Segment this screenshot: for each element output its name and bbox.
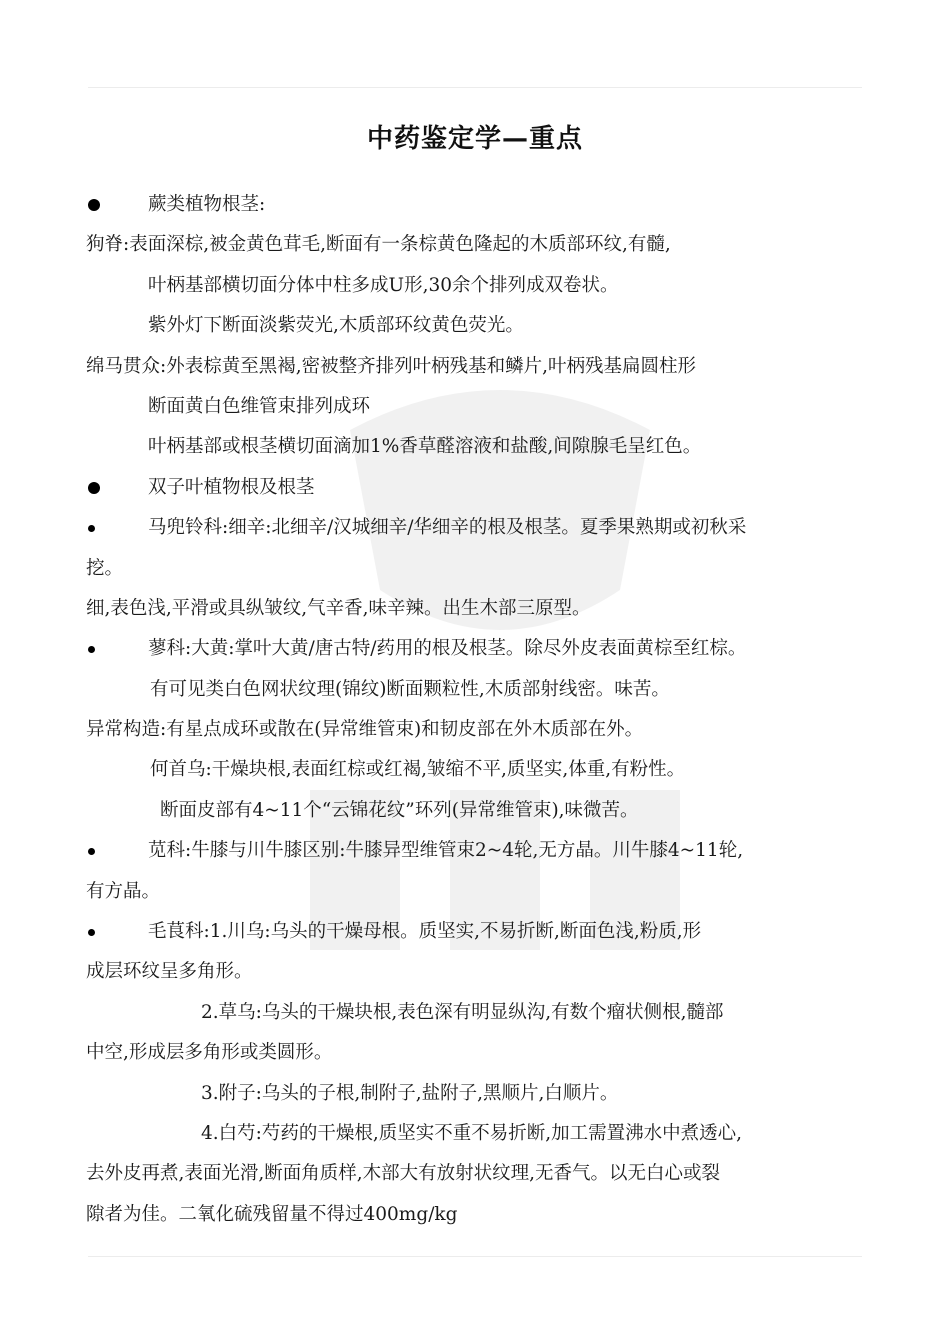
section-heading-dicots: 双子叶植物根及根茎 xyxy=(86,468,876,508)
footer-rule xyxy=(88,1256,862,1257)
text-line: 隙者为佳。二氧化硫残留量不得过400mg/kg xyxy=(86,1203,458,1225)
document-body xyxy=(86,185,876,1235)
text-line: 3.附子:乌头的子根,制附子,盐附子,黑顺片,白顺片。 xyxy=(201,1082,619,1104)
text-line: 中空,形成层多角形或类圆形。 xyxy=(86,1042,333,1064)
text-line: 紫外灯下断面淡紫荧光,木质部环纹黄色荧光。 xyxy=(148,315,524,337)
text-line: 挖。 xyxy=(86,557,124,579)
text-line: 狗脊:表面深棕,被金黄色茸毛,断面有一条棕黄色隆起的木质部环纹,有髓, xyxy=(86,234,671,256)
text-line: 叶柄基部横切面分体中柱多成U形,30余个排列成双卷状。 xyxy=(148,274,619,296)
section-heading-ferns: 蕨类植物根茎: xyxy=(86,185,876,225)
text-line: 成层环纹呈多角形。 xyxy=(86,961,253,983)
text-line: 何首乌:干燥块根,表面红棕或红褐,皱缩不平,质坚实,体重,有粉性。 xyxy=(150,759,686,781)
text-line: 断面皮部有4~11个“云锦花纹”环列(异常维管束),味微苦。 xyxy=(160,799,639,821)
bullet-item: 毛茛科:1.川乌:乌头的干燥母根。质坚实,不易折断,断面色浅,粉质,形 xyxy=(86,912,876,952)
page-title: 中药鉴定学—重点 xyxy=(366,124,583,154)
bullet-item: 马兜铃科:细辛:北细辛/汉城细辛/华细辛的根及根茎。夏季果熟期或初秋采 xyxy=(86,508,876,548)
text-line: 异常构造:有星点成环或散在(异常维管束)和韧皮部在外木质部在外。 xyxy=(86,719,644,741)
text-line: 有可见类白色网状纹理(锦纹)断面颗粒性,木质部射线密。味苦。 xyxy=(150,678,670,700)
text-line: 4.白芍:芍药的干燥根,质坚实不重不易折断,加工需置沸水中煮透心, xyxy=(201,1122,743,1144)
text-line: 去外皮再煮,表面光滑,断面角质样,木部大有放射状纹理,无香气。以无白心或裂 xyxy=(86,1163,721,1185)
text-line: 绵马贯众:外表棕黄至黑褐,密被整齐排列叶柄残基和鳞片,叶柄残基扁圆柱形 xyxy=(86,355,696,377)
text-line: 细,表色浅,平滑或具纵皱纹,气辛香,味辛辣。出生木部三原型。 xyxy=(86,597,591,619)
text-line: 有方晶。 xyxy=(86,880,161,902)
header-rule xyxy=(88,87,862,88)
bullet-item: 苋科:牛膝与川牛膝区别:牛膝异型维管束2~4轮,无方晶。川牛膝4~11轮, xyxy=(86,831,876,871)
bullet-item: 蓼科:大黄:掌叶大黄/唐古特/药用的根及根茎。除尽外皮表面黄棕至红棕。 xyxy=(86,629,876,669)
text-line: 叶柄基部或根茎横切面滴加1%香草醛溶液和盐酸,间隙腺毛呈红色。 xyxy=(148,436,702,458)
text-line: 2.草乌:乌头的干燥块根,表色深有明显纵沟,有数个瘤状侧根,髓部 xyxy=(201,1001,724,1023)
text-line: 断面黄白色维管束排列成环 xyxy=(148,395,371,417)
